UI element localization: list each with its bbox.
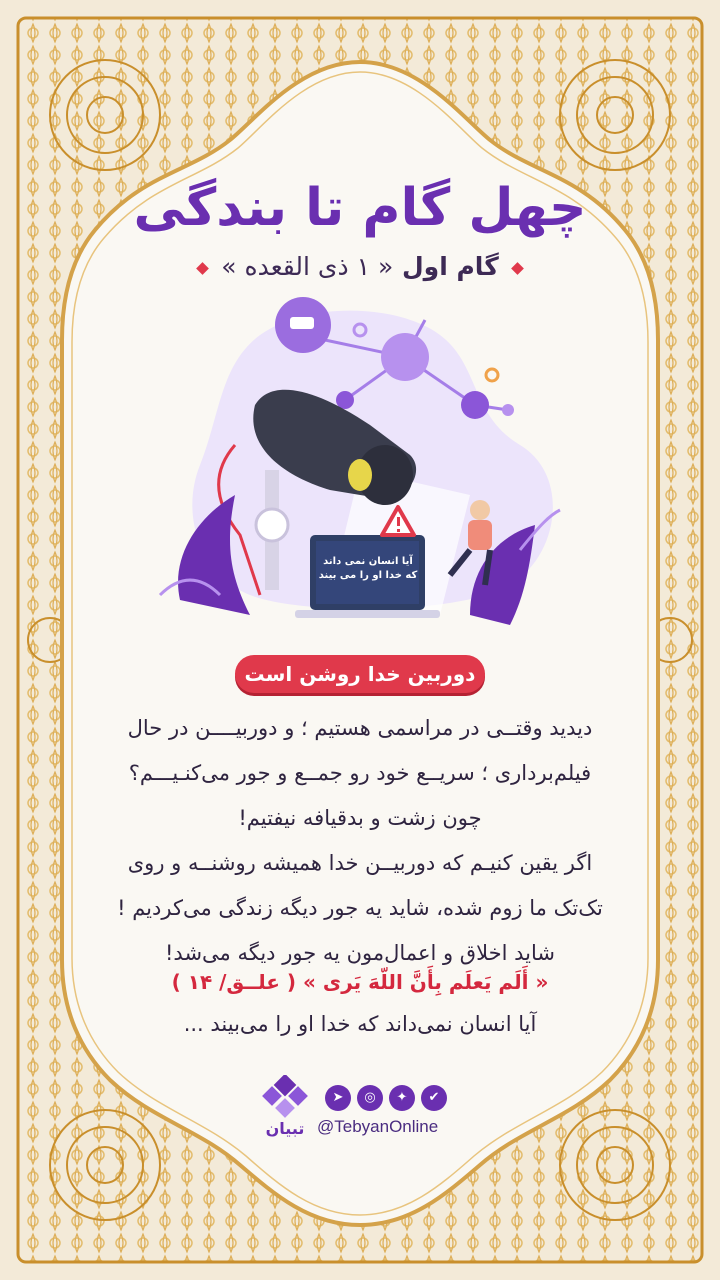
social-handle[interactable]: @TebyanOnline xyxy=(317,1117,439,1136)
telegram-icon[interactable]: ➤ xyxy=(325,1085,351,1111)
body-line: تک‌تک ما زوم شده، شاید یه جور دیگه زندگی می‌کردیم ! xyxy=(117,896,603,920)
camera-illustration xyxy=(140,295,580,640)
footer xyxy=(255,1075,475,1145)
laptop-line-2: که خدا او را می بیند xyxy=(318,570,418,581)
subtitle xyxy=(0,252,720,281)
gear-icon xyxy=(486,369,498,381)
page-title: چهل گام تا بندگی xyxy=(133,178,587,238)
twitter-icon[interactable]: ✦ xyxy=(389,1085,415,1111)
diamond-bullet-icon xyxy=(511,262,524,275)
verified-icon[interactable]: ✔ xyxy=(421,1085,447,1111)
instagram-icon[interactable]: ◎ xyxy=(357,1085,383,1111)
quran-verse: « أَلَم یَعلَم بِأَنَّ اللّهَ یَری » ( علــق/ ۱۴ ) xyxy=(171,970,549,994)
laptop-line-1: آیا انسان نمی داند xyxy=(323,556,413,567)
body-line: شاید اخلاق و اعمال‌مون یه جور دیگه می‌شد! xyxy=(165,941,555,965)
logo-wordmark: تبیان xyxy=(265,1119,305,1138)
body-line: اگر یقین کنیـم که دوربیــن خدا همیشه روشنــه و روی xyxy=(127,851,593,875)
headline-banner: دوربین خدا روشن است xyxy=(235,655,485,693)
date-label: « ۱ ذی القعده » xyxy=(221,252,394,281)
body-line: دیدید وقتــی در مراسمی هستیم ؛ و دوربیــــن در حال xyxy=(127,716,593,740)
body-line: فیلم‌برداری ؛ سریــع خود رو جمــع و جور می‌کنـیـــم؟ xyxy=(128,761,592,785)
step-label: گام اول xyxy=(401,252,499,281)
verse-translation: آیا انسان نمی‌داند که خدا او را می‌بیند ... xyxy=(183,1012,537,1036)
laptop-screen-text xyxy=(318,555,418,583)
body-paragraph xyxy=(60,706,660,976)
body-line: چون زشت و بدقیافه نیفتیم! xyxy=(238,806,482,830)
diamond-bullet-icon xyxy=(196,262,209,275)
